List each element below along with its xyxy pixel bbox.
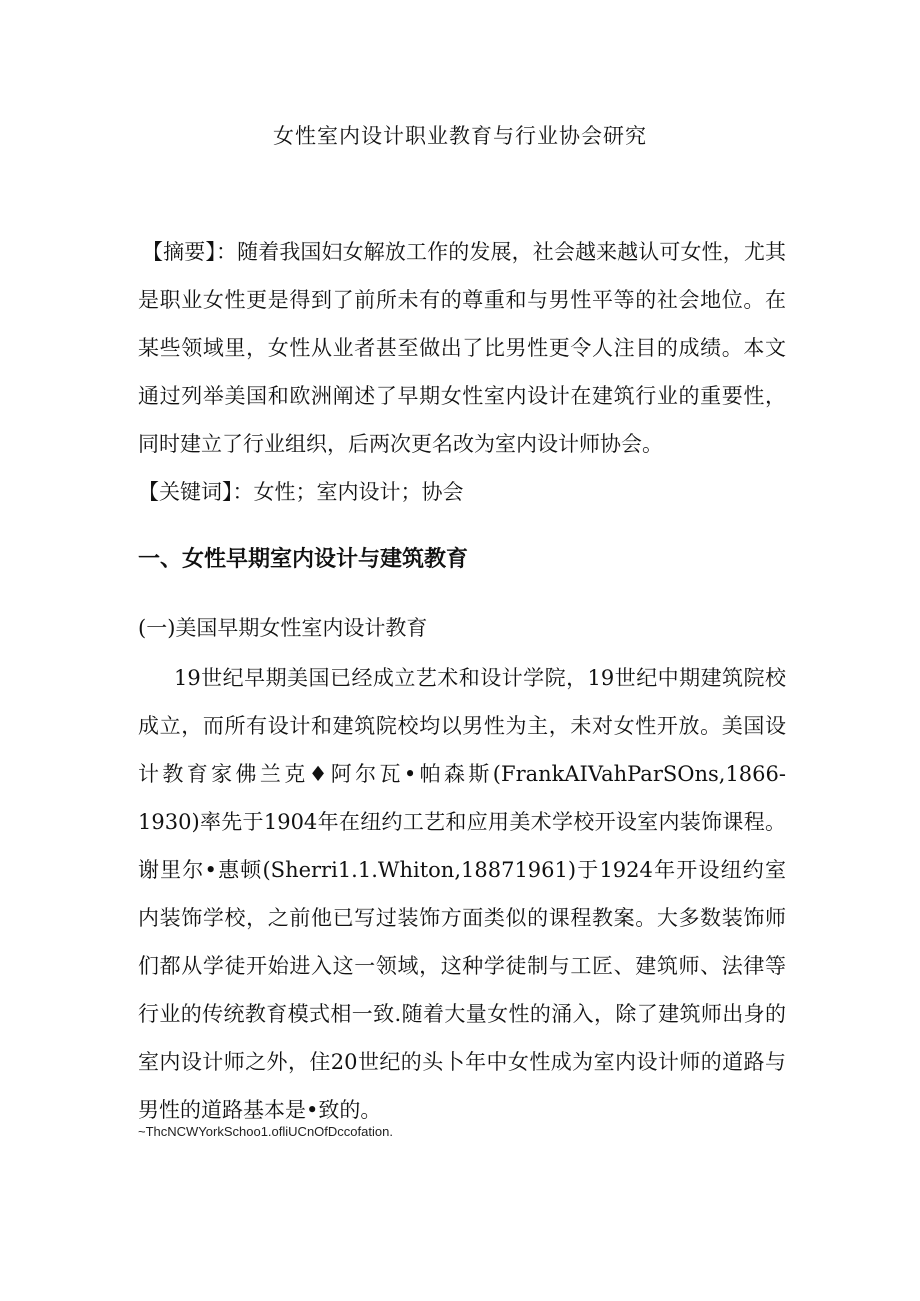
abstract-text: ：随着我国妇女解放工作的发展，社会越来越认可女性，尤其是职业女性更是得到了前所未有的尊重和与男性平等的社会地位。在某些领域里，女性从业者甚至做出了比男性更令人注目的成绩。本文通过列举美国和欧洲阐述了早期女性室内设计在建筑行业的重要性，同时建立了行业组织，后两次更名改为室内设计师协会。 (138, 240, 786, 456)
keywords-label: 【关键词】 (138, 480, 233, 504)
subsection-heading: (一)美国早期女性室内设计教育 (138, 616, 428, 640)
abstract-label: 【摘要】 (142, 240, 216, 264)
section-heading: 一、女性早期室内设计与建筑教育 (138, 547, 469, 572)
footnote: ~ThcNCWYorkSchoo1.ofliUCnOfDccofation. (138, 1124, 393, 1139)
abstract-paragraph (138, 228, 786, 468)
keywords-paragraph (138, 468, 786, 516)
body-paragraph: 19世纪早期美国已经成立艺术和设计学院，19世纪中期建筑院校成立，而所有设计和建筑院校均以男性为主，未对女性开放。美国设计教育家佛兰克♦阿尔瓦•帕森斯(FrankAIVahParSOns,1866-1930)率先于1904年在纽约工艺和应用美术学校开设室内装饰课程。谢里尔•惠顿(Sherri1.1.Whiton,18871961)于1924年开设纽约室内装饰学校，之前他已写过装饰方面类似的课程教案。大多数装饰师们都从学徒开始进入这一领域，这种学徒制与工匠、建筑师、法律等行业的传统教育模式相一致.随着大量女性的涌入，除了建筑师出身的室内设计师之外，住20世纪的头卜年中女性成为室内设计师的道路与男性的道路基本是•致的。 (138, 666, 786, 1122)
keywords-text: ：女性；室内设计；协会 (232, 480, 464, 504)
document-title: 女性室内设计职业教育与行业协会研究 (273, 124, 647, 148)
